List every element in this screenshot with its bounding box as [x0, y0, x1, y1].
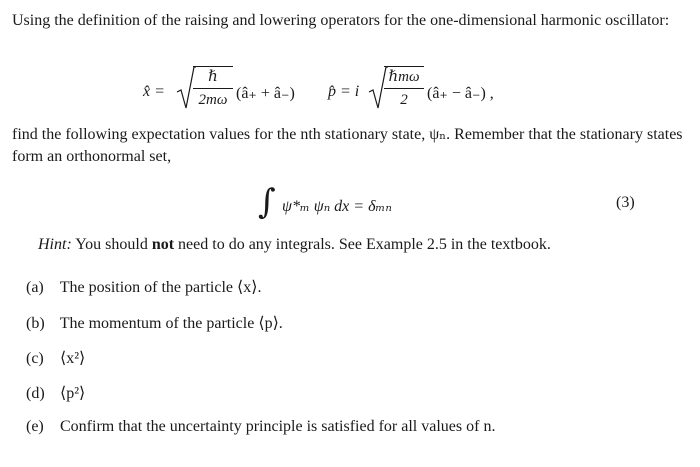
hint-emphasis: not: [151, 236, 175, 253]
x-frac-numerator: ℏ: [208, 69, 218, 85]
x-operator-sum: (â₊ + â₋): [236, 85, 295, 102]
operator-equation: [0, 60, 700, 110]
x-operator-lhs: x̂ =: [143, 83, 165, 100]
item-label: (c): [26, 350, 44, 367]
hint-text-before: You should: [71, 236, 152, 253]
hint-text-after: need to do any integrals. See Example 2.5 in the textbook.: [174, 236, 551, 253]
p-operator-difference: (â₊ − â₋) ,: [427, 85, 494, 102]
item-text: ⟨p²⟩: [60, 385, 86, 402]
question-item-d: [26, 383, 85, 403]
item-label: (d): [26, 385, 45, 402]
orthonormality-equation: [0, 182, 700, 226]
question-item-b: [26, 313, 283, 333]
integral-sign: ∫: [258, 182, 276, 222]
item-text: The momentum of the particle ⟨p⟩.: [59, 315, 283, 332]
p-fraction: [384, 66, 424, 110]
hint-line: [38, 236, 551, 254]
p-frac-bar: [384, 88, 424, 89]
hint-label: Hint:: [38, 236, 72, 253]
orthonormality-body: ψ*ₘ ψₙ dx = δₘₙ: [282, 198, 392, 215]
item-label: (a): [26, 279, 44, 296]
p-operator-lhs: p̂ = i: [328, 83, 360, 100]
item-label: (b): [26, 315, 45, 332]
p-frac-numerator: ℏmω: [388, 69, 420, 85]
p-frac-denominator: 2: [400, 92, 408, 108]
item-text: Confirm that the uncertainty principle is satisfied for all values of n.: [60, 418, 496, 435]
question-item-e: [26, 418, 495, 436]
item-text: The position of the particle ⟨x⟩.: [59, 279, 262, 296]
x-frac-bar: [193, 88, 233, 89]
question-item-c: [26, 348, 85, 368]
x-fraction: [193, 66, 233, 110]
question-item-a: [26, 277, 261, 297]
item-text: ⟨x²⟩: [60, 350, 86, 367]
stationary-state-paragraph: find the following expectation values for the nth stationary state, ψₙ. Remember that the stationary states form an orthonormal set,: [12, 126, 683, 165]
x-frac-denominator: 2mω: [198, 92, 228, 108]
intro-paragraph: Using the definition of the raising and lowering operators for the one-dimensional harmonic oscillator:: [12, 12, 670, 29]
item-label: (e): [26, 418, 44, 435]
equation-number: (3): [616, 194, 635, 211]
